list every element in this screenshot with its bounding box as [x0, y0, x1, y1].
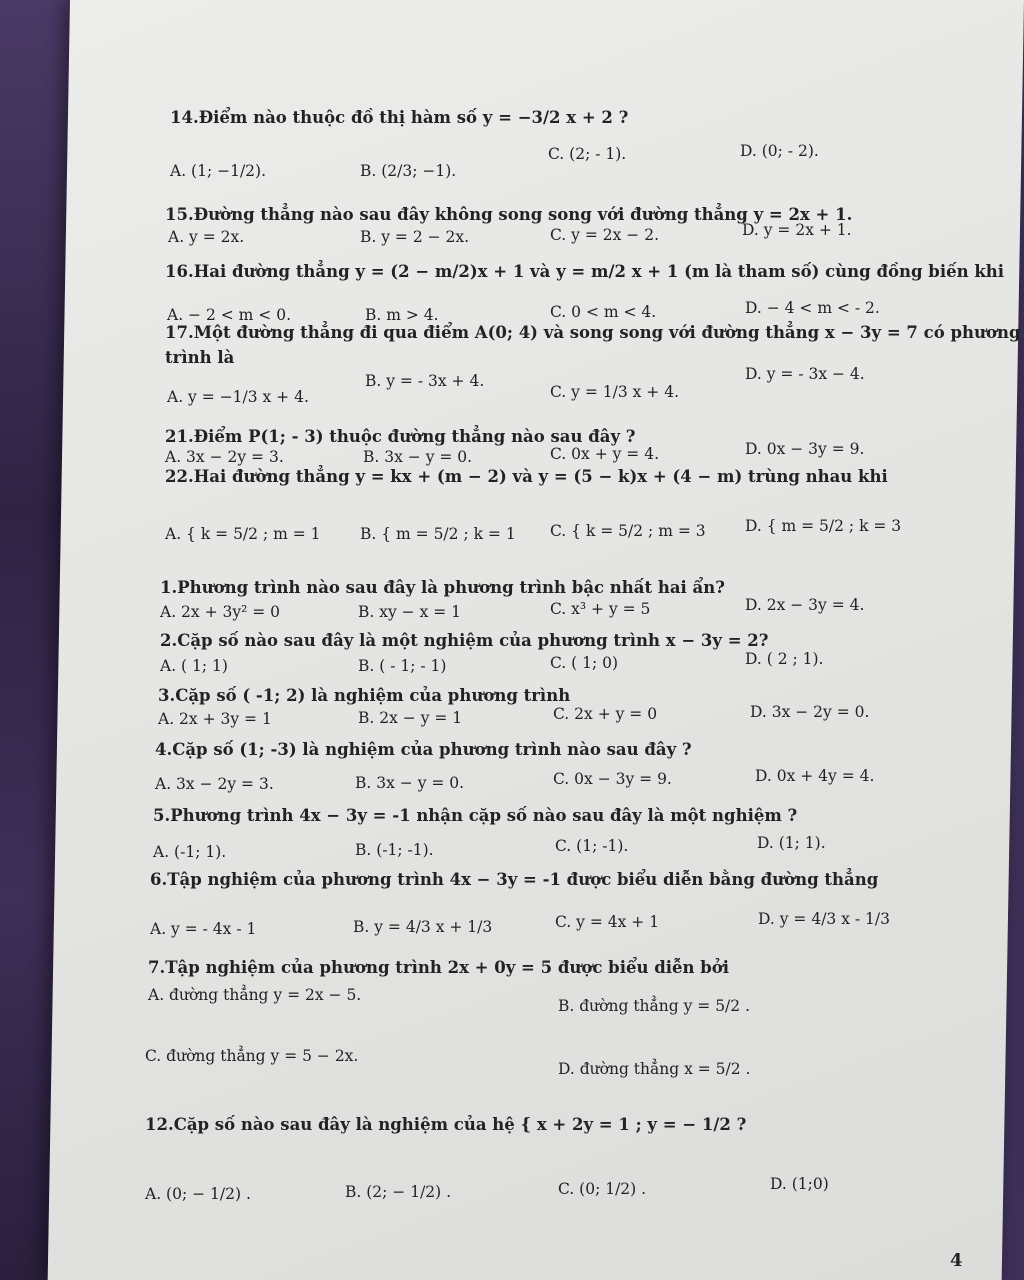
- question-22-stem: 22.Hai đường thẳng y = kx + (m − 2) và y = (5 − k)x + (4 − m) trùng nhau khi: [165, 467, 888, 486]
- question-16-option-a: A. − 2 < m < 0.: [167, 306, 291, 324]
- question-7-option-b: B. đường thẳng y = 5/2 .: [558, 997, 750, 1015]
- question-1-option-a: A. 2x + 3y² = 0: [160, 603, 281, 621]
- question-6-option-d: D. y = 4/3 x - 1/3: [758, 910, 890, 928]
- question-17-option-b: B. y = - 3x + 4.: [365, 372, 485, 390]
- question-21-option-a: A. 3x − 2y = 3.: [165, 448, 284, 466]
- question-3-option-a: A. 2x + 3y = 1: [158, 710, 272, 728]
- question-4-option-d: D. 0x + 4y = 4.: [755, 767, 875, 785]
- question-4-stem: 4.Cặp số (1; -3) là nghiệm của phương trình nào sau đây ?: [155, 740, 692, 759]
- question-17-stem: 17.Một đường thẳng đi qua điểm A(0; 4) và song song với đường thẳng x − 3y = 7 có phương: [165, 323, 1021, 342]
- question-22-option-c: C. { k = 5/2 ; m = 3: [550, 522, 706, 540]
- question-17-option-a: A. y = −1/3 x + 4.: [167, 388, 309, 406]
- question-12-option-a: A. (0; − 1/2) .: [145, 1185, 251, 1203]
- question-5-option-b: B. (-1; -1).: [355, 841, 434, 859]
- question-15-option-c: C. y = 2x − 2.: [550, 226, 659, 244]
- question-2-option-a: A. ( 1; 1): [160, 657, 228, 675]
- question-7-stem: 7.Tập nghiệm của phương trình 2x + 0y = 5 được biểu diễn bởi: [148, 958, 730, 977]
- question-1-option-c: C. x³ + y = 5: [550, 600, 651, 618]
- question-17-option-c: C. y = 1/3 x + 4.: [550, 383, 680, 401]
- question-4-option-b: B. 3x − y = 0.: [355, 774, 465, 792]
- question-2-stem: 2.Cặp số nào sau đây là một nghiệm của phương trình x − 3y = 2?: [160, 631, 769, 650]
- question-14-option-c: C. (2; - 1).: [548, 145, 627, 163]
- question-2-option-d: D. ( 2 ; 1).: [745, 650, 824, 668]
- question-21-option-c: C. 0x + y = 4.: [550, 445, 659, 463]
- question-16-option-b: B. m > 4.: [365, 306, 439, 324]
- page-number: 4: [950, 1250, 963, 1271]
- question-15-option-b: B. y = 2 − 2x.: [360, 228, 470, 246]
- question-22-option-d: D. { m = 5/2 ; k = 3: [745, 517, 902, 535]
- question-12-option-c: C. (0; 1/2) .: [558, 1180, 647, 1198]
- question-5-option-d: D. (1; 1).: [757, 834, 826, 852]
- question-12-option-d: D. (1;0): [770, 1175, 829, 1193]
- question-6-option-c: C. y = 4x + 1: [555, 913, 660, 931]
- question-15-option-d: D. y = 2x + 1.: [742, 221, 852, 239]
- question-22-option-a: A. { k = 5/2 ; m = 1: [165, 525, 321, 543]
- question-4-option-a: A. 3x − 2y = 3.: [155, 775, 274, 793]
- question-1-stem: 1.Phương trình nào sau đây là phương trình bậc nhất hai ẩn?: [160, 578, 725, 597]
- question-5-option-a: A. (-1; 1).: [153, 843, 227, 861]
- question-21-option-d: D. 0x − 3y = 9.: [745, 440, 865, 458]
- question-16-option-d: D. − 4 < m < - 2.: [745, 299, 880, 317]
- question-16-option-c: C. 0 < m < 4.: [550, 303, 657, 321]
- question-6-stem: 6.Tập nghiệm của phương trình 4x − 3y = -1 được biểu diễn bằng đường thẳng: [150, 870, 879, 889]
- question-4-option-c: C. 0x − 3y = 9.: [553, 770, 672, 788]
- question-2-option-b: B. ( - 1; - 1): [358, 657, 447, 675]
- question-14-stem: 14.Điểm nào thuộc đồ thị hàm số y = −3/2 x + 2 ?: [170, 108, 629, 127]
- question-7-option-c: C. đường thẳng y = 5 − 2x.: [145, 1047, 359, 1065]
- question-3-option-d: D. 3x − 2y = 0.: [750, 703, 870, 721]
- question-16-stem: 16.Hai đường thẳng y = (2 − m/2)x + 1 và y = m/2 x + 1 (m là tham số) cùng đồng biến khi: [165, 262, 1005, 281]
- question-7-option-d: D. đường thẳng x = 5/2 .: [558, 1060, 751, 1078]
- question-3-stem: 3.Cặp số ( -1; 2) là nghiệm của phương trình: [158, 686, 571, 705]
- question-5-stem: 5.Phương trình 4x − 3y = -1 nhận cặp số nào sau đây là một nghiệm ?: [153, 806, 798, 825]
- question-15-stem: 15.Đường thẳng nào sau đây không song song với đường thẳng y = 2x + 1.: [165, 205, 853, 224]
- question-22-option-b: B. { m = 5/2 ; k = 1: [360, 525, 516, 543]
- question-17-stem-continued: trình là: [165, 348, 235, 367]
- question-1-option-b: B. xy − x = 1: [358, 603, 462, 621]
- question-21-stem: 21.Điểm P(1; - 3) thuộc đường thẳng nào sau đây ?: [165, 427, 636, 446]
- question-7-option-a: A. đường thẳng y = 2x − 5.: [148, 986, 362, 1004]
- question-5-option-c: C. (1; -1).: [555, 837, 629, 855]
- question-6-option-b: B. y = 4/3 x + 1/3: [353, 918, 493, 936]
- question-3-option-c: C. 2x + y = 0: [553, 705, 658, 723]
- question-14-option-b: B. (2/3; −1).: [360, 162, 457, 180]
- question-1-option-d: D. 2x − 3y = 4.: [745, 596, 865, 614]
- question-14-option-a: A. (1; −1/2).: [170, 162, 267, 180]
- question-15-option-a: A. y = 2x.: [168, 228, 245, 246]
- question-2-option-c: C. ( 1; 0): [550, 654, 619, 672]
- question-3-option-b: B. 2x − y = 1: [358, 709, 463, 727]
- question-17-option-d: D. y = - 3x − 4.: [745, 365, 865, 383]
- question-14-option-d: D. (0; - 2).: [740, 142, 819, 160]
- question-12-option-b: B. (2; − 1/2) .: [345, 1183, 452, 1201]
- question-6-option-a: A. y = - 4x - 1: [150, 920, 257, 938]
- question-12-stem: 12.Cặp số nào sau đây là nghiệm của hệ { x + 2y = 1 ; y = − 1/2 ?: [145, 1115, 747, 1134]
- question-21-option-b: B. 3x − y = 0.: [363, 448, 473, 466]
